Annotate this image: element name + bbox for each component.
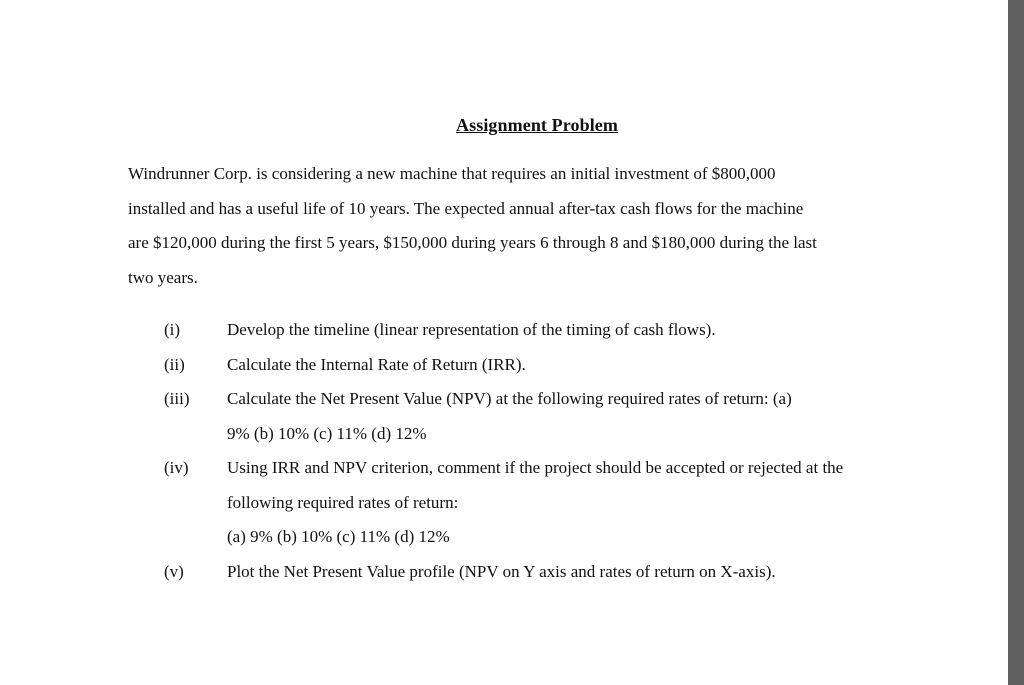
question-text — [227, 382, 964, 451]
viewer-edge-scrollbar[interactable] — [1008, 0, 1024, 685]
question-item-iii — [164, 382, 964, 451]
question-text — [227, 555, 964, 590]
question-number: (iii) — [164, 389, 190, 408]
question-item-v — [164, 555, 964, 590]
question-number: (v) — [164, 561, 184, 581]
question-line: Calculate the Net Present Value (NPV) at the following required rates of return: (a) — [227, 389, 792, 408]
question-text — [227, 313, 964, 348]
question-line: following required rates of return: — [227, 492, 459, 512]
question-line: 9% (b) 10% (c) 11% (d) 12% — [227, 423, 427, 443]
intro-line: two years. — [128, 267, 198, 287]
question-item-ii — [164, 348, 964, 383]
question-item-i — [164, 313, 964, 348]
question-list — [164, 313, 964, 589]
question-line: Using IRR and NPV criterion, comment if the project should be accepted or rejected at the — [227, 458, 844, 477]
intro-line: Windrunner Corp. is considering a new machine that requires an initial investment of $800,000 — [128, 164, 776, 183]
question-number: (iv) — [164, 458, 189, 477]
question-number: (i) — [164, 320, 181, 339]
question-number: (ii) — [164, 354, 185, 374]
document-title: Assignment Problem — [456, 115, 618, 135]
intro-line: are $120,000 during the first 5 years, $150,000 during years 6 through 8 and $180,000 during the last — [128, 233, 817, 252]
question-text — [227, 348, 964, 383]
question-item-iv — [164, 451, 964, 555]
intro-paragraph — [128, 157, 958, 295]
question-line: Develop the timeline (linear representation of the timing of cash flows). — [227, 320, 716, 339]
intro-line: installed and has a useful life of 10 years. The expected annual after-tax cash flows for the machine — [128, 198, 804, 218]
question-line: (a) 9% (b) 10% (c) 11% (d) 12% — [227, 527, 450, 546]
question-text — [227, 451, 964, 555]
question-line: Calculate the Internal Rate of Return (IRR). — [227, 354, 526, 374]
question-line: Plot the Net Present Value profile (NPV on Y axis and rates of return on X-axis). — [227, 561, 776, 581]
